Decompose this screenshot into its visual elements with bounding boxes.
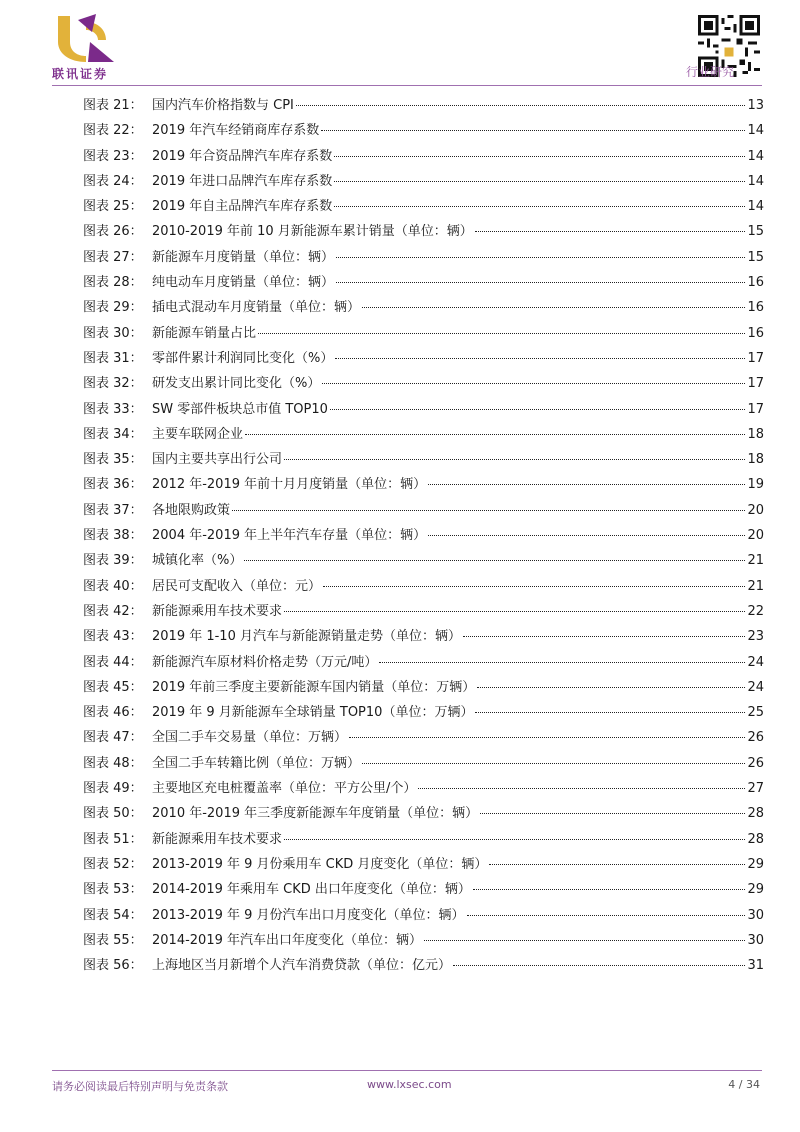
toc-entry-label: 图表 39： [83,553,143,569]
toc-entry-title: 2012 年-2019 年前十月月度销量（单位：辆） [152,477,427,493]
toc-entry-page: 18 [747,426,764,442]
toc-entry[interactable] [83,928,764,953]
toc-dot-leader [453,952,745,966]
toc-entry-title: 新能源车销量占比 [152,325,257,341]
toc-entry-page: 16 [747,275,764,291]
toc-entry-label: 图表 35： [83,452,143,468]
toc-entry-page: 17 [747,350,764,366]
toc-entry-label: 图表 28： [83,275,143,291]
toc-entry[interactable] [83,169,764,194]
toc-dot-leader [489,851,745,865]
toc-dot-leader [475,699,745,713]
toc-entry[interactable] [83,245,764,270]
toc-entry-title: 城镇化率（%） [152,553,243,569]
toc-entry-label: 图表 52： [83,856,143,872]
toc-entry[interactable] [83,675,764,700]
table-of-figures [83,93,764,978]
toc-entry-title: 2019 年 9 月新能源车全球销量 TOP10（单位：万辆） [152,705,474,721]
toc-entry-page: 26 [747,730,764,746]
toc-entry-title: 2019 年自主品牌汽车库存系数 [152,199,333,215]
toc-entry[interactable] [83,650,764,675]
toc-dot-leader [424,927,745,941]
toc-entry[interactable] [83,903,764,928]
toc-entry-label: 图表 22： [83,123,143,139]
toc-entry-label: 图表 51： [83,831,143,847]
toc-entry-title: 2019 年进口品牌汽车库存系数 [152,173,333,189]
section-label: 行业研究 [685,65,734,79]
toc-entry[interactable] [83,624,764,649]
toc-entry-label: 图表 50： [83,806,143,822]
toc-entry[interactable] [83,700,764,725]
toc-entry-page: 14 [747,173,764,189]
toc-entry-title: 各地限购政策 [152,502,231,518]
toc-entry[interactable] [83,827,764,852]
toc-dot-leader [379,649,745,663]
toc-dot-leader [334,143,745,157]
toc-entry-page: 15 [747,224,764,240]
toc-dot-leader [284,826,745,840]
toc-entry-label: 图表 38： [83,528,143,544]
toc-entry-page: 22 [747,603,764,619]
toc-dot-leader [334,193,745,207]
toc-entry-page: 28 [747,831,764,847]
toc-entry-title: 研发支出累计同比变化（%） [152,376,321,392]
toc-entry-page: 26 [747,755,764,771]
toc-entry[interactable] [83,725,764,750]
toc-entry-title: 2019 年 1-10 月汽车与新能源销量走势（单位：辆） [152,629,461,645]
toc-entry[interactable] [83,574,764,599]
toc-entry[interactable] [83,295,764,320]
toc-entry-page: 24 [747,654,764,670]
page-header [0,0,800,92]
toc-entry-page: 30 [747,907,764,923]
toc-dot-leader [284,598,745,612]
toc-entry-title: 新能源乘用车技术要求 [152,831,283,847]
toc-entry-label: 图表 54： [83,907,143,923]
toc-entry-title: 2014-2019 年汽车出口年度变化（单位：辆） [152,932,422,948]
toc-entry-page: 19 [747,477,764,493]
toc-entry-label: 图表 36： [83,477,143,493]
toc-dot-leader [284,446,745,460]
toc-entry-title: 全国二手车转籍比例（单位：万辆） [152,755,361,771]
toc-dot-leader [477,674,745,688]
toc-entry[interactable] [83,447,764,472]
footer-page-number: 4 / 34 [728,1078,760,1091]
toc-entry[interactable] [83,321,764,346]
toc-entry[interactable] [83,270,764,295]
toc-entry-page: 16 [747,325,764,341]
toc-dot-leader [296,92,746,106]
toc-entry-page: 31 [747,958,764,974]
toc-entry[interactable] [83,194,764,219]
toc-entry-title: 主要车联网企业 [152,426,244,442]
toc-entry-label: 图表 34： [83,426,143,442]
toc-entry-title: 国内汽车价格指数与 CPI [152,98,294,113]
toc-entry[interactable] [83,751,764,776]
toc-entry[interactable] [83,371,764,396]
header-divider [52,85,762,86]
toc-entry-title: 零部件累计利润同比变化（%） [152,350,334,366]
toc-entry[interactable] [83,852,764,877]
toc-entry[interactable] [83,422,764,447]
toc-dot-leader [330,396,746,410]
toc-dot-leader [322,370,745,384]
toc-dot-leader [244,547,745,561]
toc-entry[interactable] [83,472,764,497]
toc-entry-page: 16 [747,300,764,316]
toc-entry-label: 图表 29： [83,300,143,316]
toc-entry-label: 图表 30： [83,325,143,341]
toc-entry-title: 纯电动车月度销量（单位：辆） [152,275,335,291]
toc-entry-page: 15 [747,249,764,265]
toc-entry-label: 图表 26： [83,224,143,240]
toc-entry-page: 17 [747,376,764,392]
toc-dot-leader [245,421,745,435]
logo-text: 联讯证券 [52,67,109,81]
toc-entry-title: 2013-2019 年 9 月份汽车出口月度变化（单位：辆） [152,907,465,923]
toc-dot-leader [336,269,745,283]
toc-entry-page: 21 [747,578,764,594]
toc-entry-label: 图表 40： [83,578,143,594]
toc-entry-page: 27 [747,781,764,797]
toc-entry-title: 新能源车月度销量（单位：辆） [152,249,335,265]
toc-entry[interactable] [83,801,764,826]
toc-entry-label: 图表 42： [83,603,143,619]
toc-entry-label: 图表 31： [83,350,143,366]
toc-entry-label: 图表 24： [83,173,143,189]
toc-entry-label: 图表 25： [83,199,143,215]
toc-entry-title: 2019 年汽车经销商库存系数 [152,123,320,139]
toc-entry-label: 图表 32： [83,376,143,392]
toc-entry-label: 图表 21： [83,98,143,113]
toc-dot-leader [232,497,745,511]
toc-entry-page: 18 [747,452,764,468]
toc-entry-title: 2019 年合资品牌汽车库存系数 [152,148,333,164]
toc-entry[interactable] [83,498,764,523]
toc-entry[interactable] [83,877,764,902]
toc-entry-page: 23 [747,629,764,645]
toc-dot-leader [258,320,745,334]
toc-entry-page: 14 [747,199,764,215]
toc-entry[interactable] [83,118,764,143]
toc-entry-page: 29 [747,856,764,872]
toc-entry-label: 图表 53： [83,882,143,898]
toc-entry-page: 20 [747,528,764,544]
toc-dot-leader [418,775,745,789]
toc-entry-title: 全国二手车交易量（单位：万辆） [152,730,348,746]
toc-dot-leader [463,623,745,637]
toc-dot-leader [362,750,745,764]
toc-entry[interactable] [83,346,764,371]
toc-entry-page: 17 [747,401,764,417]
toc-entry-page: 29 [747,882,764,898]
footer-divider [52,1070,762,1071]
toc-entry-label: 图表 56： [83,958,143,974]
toc-entry-title: 主要地区充电桩覆盖率（单位：平方公里/个） [152,781,417,797]
toc-entry-page: 25 [747,705,764,721]
toc-entry-page: 28 [747,806,764,822]
toc-entry-label: 图表 47： [83,730,143,746]
toc-entry-label: 图表 27： [83,249,143,265]
toc-entry-page: 13 [747,98,764,113]
toc-entry[interactable] [83,523,764,548]
toc-entry-title: 2004 年-2019 年上半年汽车存量（单位：辆） [152,528,427,544]
toc-entry-label: 图表 46： [83,705,143,721]
toc-entry-label: 图表 33： [83,401,143,417]
toc-entry-page: 14 [747,123,764,139]
toc-entry-title: SW 零部件板块总市值 TOP10 [152,401,328,417]
toc-entry[interactable] [83,219,764,244]
toc-dot-leader [334,168,745,182]
toc-dot-leader [349,724,745,738]
toc-entry-label: 图表 45： [83,679,143,695]
toc-entry[interactable] [83,548,764,573]
toc-dot-leader [335,345,745,359]
toc-entry-title: 2019 年前三季度主要新能源车国内销量（单位：万辆） [152,679,476,695]
toc-entry-label: 图表 23： [83,148,143,164]
toc-dot-leader [467,902,746,916]
toc-entry-label: 图表 48： [83,755,143,771]
toc-dot-leader [428,471,745,485]
toc-entry-page: 21 [747,553,764,569]
toc-entry-label: 图表 49： [83,781,143,797]
toc-entry-title: 2014-2019 年乘用车 CKD 出口年度变化（单位：辆） [152,882,471,898]
toc-dot-leader [362,294,745,308]
toc-entry[interactable] [83,599,764,624]
toc-dot-leader [428,522,745,536]
toc-entry[interactable] [83,93,764,118]
footer-disclaimer: 请务必阅读最后特别声明与免责条款 [52,1080,228,1093]
toc-entry-title: 2013-2019 年 9 月份乘用车 CKD 月度变化（单位：辆） [152,856,488,872]
toc-entry-title: 插电式混动车月度销量（单位：辆） [152,300,361,316]
toc-entry-label: 图表 43： [83,629,143,645]
toc-entry-title: 新能源汽车原材料价格走势（万元/吨） [152,654,378,670]
toc-entry[interactable] [83,144,764,169]
toc-dot-leader [473,876,746,890]
toc-entry-title: 上海地区当月新增个人汽车消费贷款（单位：亿元） [152,958,452,974]
toc-entry-title: 2010-2019 年前 10 月新能源车累计销量（单位：辆） [152,224,473,240]
toc-entry[interactable] [83,776,764,801]
footer-website-link[interactable]: www.lxsec.com [367,1078,452,1091]
toc-entry-title: 居民可支配收入（单位：元） [152,578,322,594]
toc-entry-title: 新能源乘用车技术要求 [152,603,283,619]
toc-entry-label: 图表 55： [83,932,143,948]
toc-entry-page: 20 [747,502,764,518]
toc-entry-page: 14 [747,148,764,164]
toc-entry-label: 图表 44： [83,654,143,670]
toc-entry-label: 图表 37： [83,502,143,518]
toc-dot-leader [321,117,745,131]
toc-entry[interactable] [83,953,764,978]
toc-entry-title: 国内主要共享出行公司 [152,452,283,468]
toc-dot-leader [480,800,745,814]
toc-entry[interactable] [83,397,764,422]
toc-dot-leader [475,218,746,232]
toc-dot-leader [336,244,745,258]
toc-entry-title: 2010 年-2019 年三季度新能源车年度销量（单位：辆） [152,806,479,822]
toc-entry-page: 30 [747,932,764,948]
toc-entry-page: 24 [747,679,764,695]
company-logo-icon [52,12,122,64]
toc-dot-leader [323,573,745,587]
